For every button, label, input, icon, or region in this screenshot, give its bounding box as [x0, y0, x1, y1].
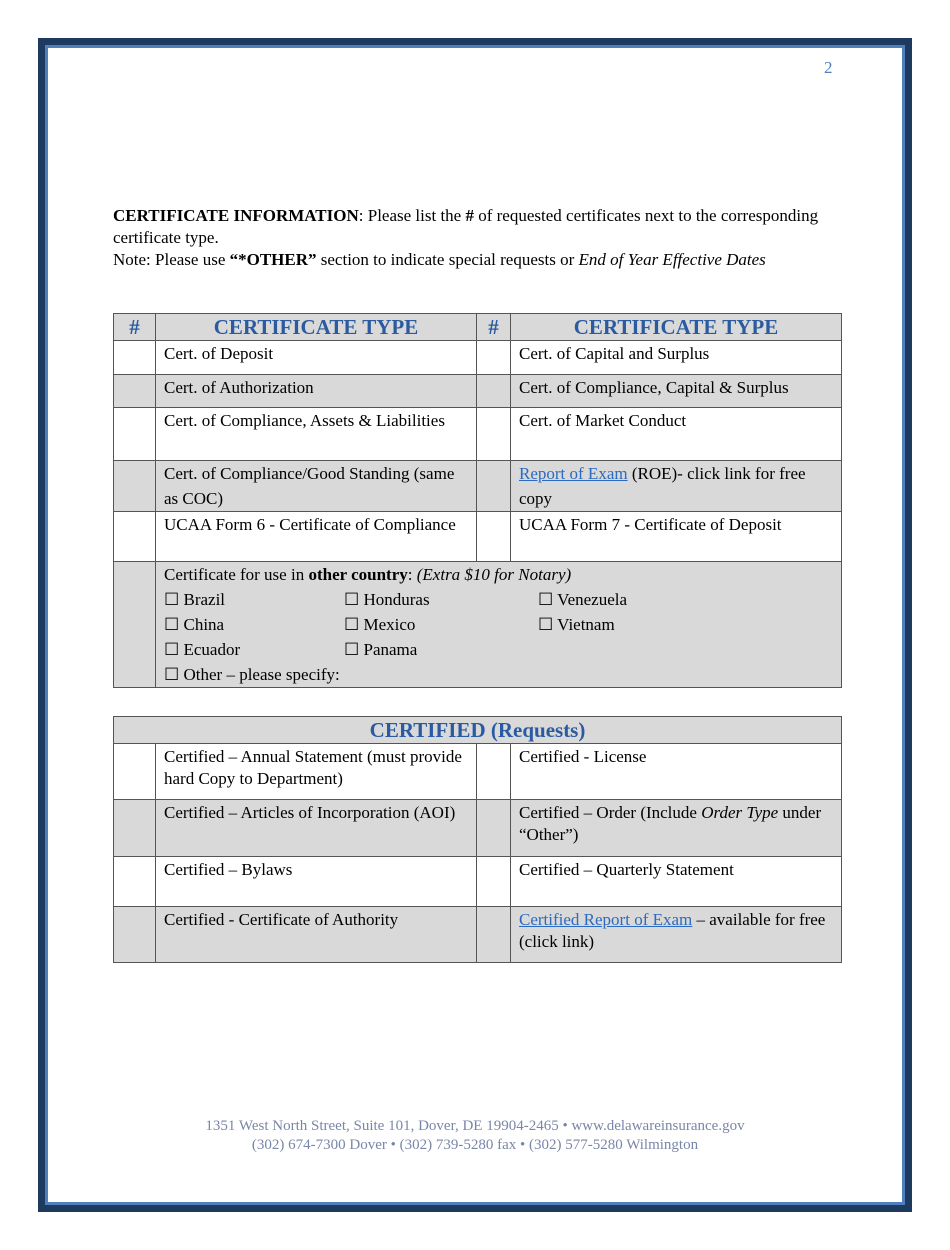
cert-type-cell: Cert. of Capital and Surplus	[511, 341, 842, 375]
cert-type-cell: Cert. of Compliance, Capital & Surplus	[511, 375, 842, 408]
footer-address: 1351 West North Street, Suite 101, Dover, DE 19904-2465 • www.delawareinsurance.gov	[205, 1118, 745, 1134]
country-colon: :	[407, 565, 417, 584]
header-type-right: CERTIFICATE TYPE	[511, 314, 842, 341]
other-country-heading	[164, 562, 833, 587]
table-row	[114, 512, 842, 562]
cert-type-cell: UCAA Form 7 - Certificate of Deposit	[511, 512, 842, 562]
checkbox-mexico[interactable]: ☐ Mexico	[344, 615, 416, 634]
note-prefix: Note: Please use	[113, 250, 230, 269]
header-num-left: #	[114, 314, 156, 341]
checkbox-brazil[interactable]: ☐ Brazil	[164, 590, 226, 609]
cert-type-cell: Cert. of Market Conduct	[511, 408, 842, 461]
quantity-cell[interactable]	[114, 512, 156, 562]
country-options	[164, 587, 833, 662]
country-notary-note: (Extra $10 for Notary)	[416, 565, 572, 584]
checkbox-venezuela[interactable]: ☐ Venezuela	[538, 590, 628, 609]
quantity-cell[interactable]	[114, 341, 156, 375]
footer	[0, 1117, 950, 1155]
table-header-row	[114, 314, 842, 341]
certified-roe-text: – available for free (click link)	[519, 910, 826, 951]
quantity-cell[interactable]	[477, 512, 511, 562]
quantity-cell[interactable]	[114, 562, 156, 688]
certified-type-cell: Certified - Certificate of Authority	[156, 907, 477, 963]
quantity-cell[interactable]	[114, 744, 156, 800]
quantity-cell[interactable]	[477, 800, 511, 857]
checkbox-china[interactable]: ☐ China	[164, 615, 225, 634]
quantity-cell[interactable]	[114, 461, 156, 512]
quantity-cell[interactable]	[477, 461, 511, 512]
table-row	[114, 461, 842, 512]
quantity-cell[interactable]	[114, 800, 156, 857]
intro-note	[113, 249, 823, 271]
order-pre: Certified – Order (Include	[519, 803, 702, 822]
intro-label: CERTIFICATE INFORMATION	[113, 206, 359, 225]
report-of-exam-link[interactable]: Report of Exam	[519, 464, 628, 483]
certified-report-of-exam-link[interactable]: Certified Report of Exam	[519, 910, 693, 929]
certified-type-cell: Certified – Articles of Incorporation (AOI)	[156, 800, 477, 857]
checkbox-vietnam[interactable]: ☐ Vietnam	[538, 615, 615, 634]
quantity-cell[interactable]	[477, 857, 511, 907]
table-row	[114, 800, 842, 857]
certificate-information-intro	[113, 205, 823, 271]
certified-type-cell: Certified - License	[511, 744, 842, 800]
table-row	[114, 408, 842, 461]
quantity-cell[interactable]	[477, 375, 511, 408]
checkbox-ecuador[interactable]: ☐ Ecuador	[164, 640, 241, 659]
certified-type-cell: Certified – Annual Statement (must provide hard Copy to Department)	[156, 744, 477, 800]
quantity-cell[interactable]	[114, 907, 156, 963]
quantity-cell[interactable]	[114, 375, 156, 408]
certified-requests-table	[113, 716, 842, 963]
order-post: under “Other”)	[519, 803, 822, 844]
cert-type-cell	[511, 461, 842, 512]
certified-type-cell: Certified – Bylaws	[156, 857, 477, 907]
table-row	[114, 375, 842, 408]
other-country-cell	[156, 562, 842, 688]
certified-type-cell	[511, 907, 842, 963]
roe-text: (ROE)- click link for free copy	[519, 464, 806, 508]
quantity-cell[interactable]	[477, 907, 511, 963]
intro-text-2: of requested certificates next to the corresponding certificate type.	[113, 206, 819, 247]
footer-phones: (302) 674-7300 Dover • (302) 739-5280 fax • (302) 577-5280 Wilmington	[251, 1137, 699, 1153]
table-row	[114, 857, 842, 907]
table-header-row	[114, 717, 842, 744]
quantity-cell[interactable]	[114, 857, 156, 907]
cert-type-cell: UCAA Form 6 - Certificate of Compliance	[156, 512, 477, 562]
table-row-other-country	[114, 562, 842, 688]
certificate-type-table	[113, 313, 842, 688]
intro-text-1: : Please list the	[358, 206, 466, 225]
note-other: “*OTHER”	[229, 250, 317, 269]
quantity-cell[interactable]	[477, 744, 511, 800]
checkbox-panama[interactable]: ☐ Panama	[344, 640, 418, 659]
intro-hash: #	[465, 206, 474, 225]
cert-type-cell: Cert. of Deposit	[156, 341, 477, 375]
table-row	[114, 341, 842, 375]
checkbox-other-country[interactable]: ☐ Other – please specify:	[164, 665, 340, 684]
header-type-left: CERTIFICATE TYPE	[156, 314, 477, 341]
certified-header: CERTIFIED (Requests)	[114, 717, 842, 744]
certified-type-cell: Certified – Quarterly Statement	[511, 857, 842, 907]
cert-type-cell: Cert. of Compliance/Good Standing (same as COC)	[156, 461, 477, 512]
table-row	[114, 744, 842, 800]
cert-type-cell: Cert. of Compliance, Assets & Liabilities	[156, 408, 477, 461]
quantity-cell[interactable]	[477, 341, 511, 375]
note-italic: End of Year Effective Dates	[578, 250, 766, 269]
certified-type-cell	[511, 800, 842, 857]
order-italic: Order Type	[701, 803, 779, 822]
page-number: 2	[824, 58, 833, 77]
quantity-cell[interactable]	[477, 408, 511, 461]
header-num-right: #	[477, 314, 511, 341]
intro-paragraph	[113, 205, 823, 249]
table-row	[114, 907, 842, 963]
quantity-cell[interactable]	[114, 408, 156, 461]
country-bold: other country	[308, 565, 408, 584]
cert-type-cell: Cert. of Authorization	[156, 375, 477, 408]
country-prefix: Certificate for use in	[164, 565, 309, 584]
checkbox-honduras[interactable]: ☐ Honduras	[344, 590, 430, 609]
note-mid: section to indicate special requests or	[316, 250, 579, 269]
